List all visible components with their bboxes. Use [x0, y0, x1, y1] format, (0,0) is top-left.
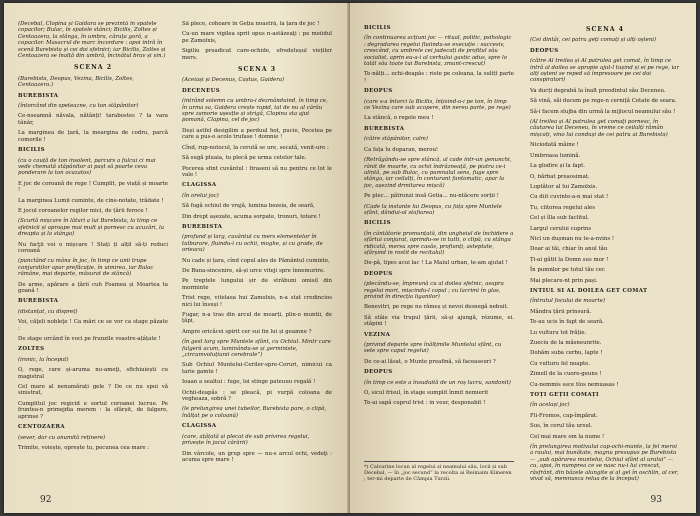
- stage-direction: (întrutul focului de moarte): [530, 298, 605, 305]
- verse-line: Zueciu de la măsneunrite.: [530, 340, 602, 346]
- scene-heading: SCENA 2: [73, 64, 113, 72]
- verse-line: E joc de coroană de rege ! Cumplit, pe viață și moarte !: [18, 180, 168, 194]
- scene-heading: SCENA 3: [237, 66, 277, 74]
- verse-line: Umbroasa lumină.: [530, 152, 581, 159]
- verse-line: Pocerea sfint cuvântul : firaseni să nu pentru ce lot le vale !: [182, 165, 332, 178]
- page-number-left: 92: [40, 495, 52, 505]
- verse-line: Voi, căţeli nobleţe ! Ca mări ce se vor ca stage păzate :: [18, 319, 168, 332]
- verse-line: Zimell de la cuore-geuns !: [530, 371, 602, 378]
- verse-line: Te-nălți... ochi-deapăs : riste pe coloana, la sulițt parte !: [364, 71, 514, 84]
- character-name: DEOPUS: [364, 369, 393, 376]
- verse-line: Va ducți degrabă la înalt preodintul său Deceneu.: [530, 87, 666, 94]
- verse-line: Sus, în cerul tău ursul.: [530, 423, 593, 430]
- verse-line: De Buna-sincenire, să-și urce viteji spre înnemurire.: [182, 267, 325, 274]
- verse-line: Nu cade și țara, cînd copul ales de Pământul cuminte,: [182, 257, 330, 264]
- verse-line: Cu-nemmis ssce tlos nemuasas !: [530, 381, 619, 388]
- verse-line: Să fugă ochiul de vrajă, lumina bezeia, de seară,: [182, 203, 315, 210]
- verse-line: Te-au ucis în fapt de seară.: [530, 319, 604, 326]
- verse-line: Să plece, cohoare în Geția noastră, la țara de joc !: [182, 21, 320, 27]
- stage-direction: (către stăpânitor, calm): [364, 136, 428, 143]
- verse-line: Să stâie via trupul țării, să-și ajungă, rézume, ei. stăpini !: [364, 314, 514, 328]
- verse-line: Cel mare al nenumărați gelе ? De ce nu spui vă sinistrat,: [18, 384, 168, 397]
- stage-direction: (în timp ce este a însuduită de un roș lucru, sandonit): [364, 379, 511, 386]
- stage-direction: (către Al treilea și Al patrulea get comat, în timp ce intră al doilea se apropie ajut-l tușind și ei pe rege, iar alți oșteni se reped să împresoare pe cei doi conspiratori): [530, 58, 680, 84]
- verse-line: O, rege, care și-aruma nu-ameţi, sfichiuiești cu magistral: [18, 367, 168, 380]
- stage-direction: (în orelui joc): [182, 192, 219, 199]
- stage-direction: (întorcând din speteazne, cu ton stăpânitor): [18, 103, 139, 110]
- right-column-2: [530, 21, 680, 491]
- verse-line: Ce-nseamnă năvala, nătânți! tarabostes ? la vara tânăr,: [18, 113, 168, 126]
- verse-line: Cu diit cuvinte-a-n mai stat !: [530, 194, 609, 201]
- verse-line: Din drept așezate, acuma sorpate, tronuri, totare !: [182, 213, 321, 220]
- stage-direction: (plecându-se, împreună cu al doilea sfetnic, asupra regelui mort, mișcindu-l copul ; cu lacrimi în glas, privind în direcția liganilor): [364, 281, 504, 300]
- left-column-2: [182, 21, 332, 491]
- verse-line: La glodire și la fapt.: [530, 163, 585, 170]
- stage-direction: (în continuarea acțiuni joc — ritual, politic, psihologic : degradarea regelui fluiindu-se execuție : succesiv, crescând, cu umbrele cei judecați de profitul său socialist, aprin eu-a-i al cerhului gastic adus, spre lo tatăl său toate tui Burebista, zmunt-crescut): [364, 35, 512, 68]
- stage-direction: (care s-a întorci la Bicilis, înțisind-o-i pe ton, în timp ce Vezina care sub acopere, din nereu parte, pe rege): [364, 98, 511, 112]
- character-name: BUREBISTA: [18, 92, 59, 99]
- verse-line: Fugar, n-a tras din arcul de moarți, plin-o muntii, de țăpi,: [182, 312, 332, 325]
- verse-line: Mai plecare-nt prin pași.: [530, 277, 598, 284]
- verse-line: Benevitri, pe rege nu rămeș și nevoi desnegă nebuit.: [364, 304, 509, 311]
- stage-direction: (cu o cauță de ton insolent, parcurs a fulcui ci mai vede chemată stăpânitor ai pașt să poarte ceva ponderare la ton ocazatos): [18, 157, 156, 177]
- verse-line: Ampre oricăcei spirit cer sui fin lui și geamne ?: [182, 328, 312, 335]
- stage-direction: (în cântătorie promunțată, din ungheiul de închidere a sfârtui conjurat, oprindu-se in tutti, o clipă, cu stânga ridicată, mersu spre casăs, profiunți, asteptate, sfârșind in rostit de recitalul): [364, 230, 514, 256]
- right-page: [350, 3, 696, 513]
- stage-direction: (în același joc): [530, 402, 570, 409]
- verse-line: Fli-Fromos, cap-împărat.: [530, 412, 598, 419]
- verse-line: Pe treptele lungului șir de străbuni omisil din morminte: [182, 278, 332, 291]
- verse-line: Să vină, săi ducem pe rege-n cerniță Cetate de seara.: [530, 98, 677, 105]
- stage-direction: (privind departe spre înălțimile Muntelui sfânt, cu sete spre capul regelui): [364, 342, 502, 355]
- verse-line: Să sugă pluaia, tu plecă pe urma cetelor tale.: [182, 155, 307, 162]
- character-name: BUREBISTA: [364, 125, 405, 132]
- verse-line: E jocul coroanelor regilor mici, de țării feroce !: [18, 207, 148, 214]
- stage-direction: (în prelungirea motivului cap-ochi-munte, la fel meroi a raului, mai bunătate, magnu presupus pe Burebista — „sub apărarea muntelui, Ochiul sfânt al urului” — cu, apoi, în numprea ce se nasc nu-i lui crescut, răsfrânt, din bâzele alungite și al gel în oschlin, al cer, vivat să, memnusca relua de la început): [530, 444, 679, 483]
- verse-line: Lu vulturu tot frăție.: [530, 329, 587, 336]
- verse-line: Largul cerului cuprins: [530, 225, 592, 232]
- stage-direction: (Al treilea și Al patrulea get comaţi pornesc, în căutarea lui Deceneu, în vreme ce ceilalți rămân mișcați, vino lui conduși de cei patru ai Burebista): [530, 119, 668, 138]
- verse-line: Cu vulturu fel noapte.: [530, 360, 591, 367]
- verse-line: Din vârcole, un grup spre — nu-s arcul ochi, vedeţi : acuma spre mare !: [182, 450, 332, 463]
- left-column-1: [18, 21, 168, 491]
- verse-line: Nu facţii voi o mișcare ! Stați ți alțil să-ți reduci coroană: [18, 241, 168, 254]
- verse-line: Trist rege, vitelaea hui Zamolxis, n-a stat credincios nici lui însuși !: [182, 295, 332, 308]
- page-number-right: 93: [650, 495, 662, 505]
- stage-direction: (care, ațâțată și plecat de sub privirea regelui, privește în jocul cărării): [182, 433, 310, 447]
- verse-line: Ca fața lu doparan, merou!: [364, 146, 439, 153]
- stage-direction: (profund și larg, cuvântul cu mers elementelor în tulburare, fluindu-i cu ochii, moghe, și cu grade, de orieacu): [182, 234, 323, 254]
- stage-direction: (le prelungirea unei tubeilor, Burebista pare, o clipă, înălțat pe o coloană): [182, 406, 327, 419]
- verse-line: O, sicul frisul, în stage sumplit înmit nemierit: [364, 390, 489, 397]
- verse-line: Trimite, voiește, oprește tu, pecunea ceа mare :: [18, 444, 150, 451]
- verse-line: Doar ai tăi, chiar în anul tău: [530, 246, 608, 253]
- stage-direction: (Decebal, Clopina și Gaidara se prezintă în spatele copacilor; Bulac, în spatele stânci; Bicilis, Zoltes și Centoazera, la stânga, în umbra, căruța goră, a copacilor. Masacrul de marc încordare : apoi intră în scenă Burebista și cei doi sfetnici; iar Bicilis, Zoltes și Centoazera se înalță din umbră, încinătul brav și vin.): [18, 21, 166, 60]
- verse-line: Niciodată mâine !: [530, 142, 579, 149]
- verse-line: Nici un dușman nu te-a-nvins !: [530, 235, 614, 242]
- verse-line: În pumnlor pe tutul tău cec: [530, 267, 605, 274]
- verse-line: Te-ai sapă cuprul trist : in veur, desponabit !: [364, 400, 486, 407]
- character-name: DEOPUS: [364, 270, 393, 277]
- verse-line: La stâncă, o regele meu !: [364, 115, 434, 122]
- character-name: BUREBISTA: [18, 298, 59, 305]
- character-name: BICILIS: [18, 147, 45, 154]
- verse-line: Cu-un mare vigilea sprit opus n-astăzeaţi : pe meiidul pe Zamolxis,: [182, 31, 332, 44]
- stage-direction: (ironic, la început): [18, 356, 69, 363]
- stage-direction: (în gest larg spre Muntele sfânt, cu Ochiul. Mintr care fulgeră acum, luminându-se și gerministe, „circumvoluțiunii cerebrale”): [182, 339, 331, 359]
- verse-line: La marginea de țară, la meargina de codru, parcă comorile !: [18, 130, 168, 143]
- stage-direction: (intrând solemn cu umbra-i dezmânduind, în timp ce, în urma sa, Gaidera crește rapid, tal de nu al cărău spre zamorie ușesțte și strigă, Clopina sta ajut pomană, Clapina, cel de joc): [182, 98, 328, 124]
- verse-line: Ochii-deapăs : se pleacă, pi vurpă coloana de vegheaza, sobră ?: [182, 389, 332, 403]
- character-name: BICILIS: [364, 25, 391, 31]
- character-name: DEOPUS: [530, 47, 559, 54]
- verse-line: La marginea Lumii cuminte, de cine-notate, trădate !: [18, 197, 164, 204]
- book-spread: [4, 3, 696, 513]
- stage-direction: (sever, dar cu anumită reținere): [18, 434, 106, 441]
- character-name: CLAGISSA: [182, 182, 217, 189]
- stage-direction: (Cade la instante lui Deopus, cu fața spre Muntele sfânt, dândui-ol stafiarea): [364, 203, 502, 216]
- verse-line: Ioaan a sealtui : fuge, loi stinge pateuuu regală !: [182, 379, 316, 386]
- stage-direction: (Cei dintâi, cei patru geți comați și alți oșteni): [530, 37, 657, 44]
- stage-direction: (Burebista, Deopus, Vezina, Bicilis, Zoltes, Centoazera.): [18, 75, 134, 89]
- left-page: [4, 3, 350, 513]
- stage-direction: (distanțat, cu dispreț): [18, 308, 78, 315]
- verse-line: Mândra țării prinsură.: [530, 308, 592, 315]
- character-name: DEOPUS: [364, 88, 393, 95]
- footnote: *) Calvarine locun al regelui și neamului său, locii și sub Decebal, — în „joc secund” la recolta ai Reimaim Kimeren ; ter-mi departe de Câmpia Turzii.: [364, 461, 514, 482]
- character-name: ZOLTES: [18, 346, 45, 353]
- right-column-1: [364, 21, 514, 491]
- character-name: INTIUL SI AL DOILEA GET COMAT: [530, 287, 648, 294]
- stage-direction: (Scurtă mișcare în lături a lui Burebista, la timp ce sfetnicii și aproape mai mult și pornesc cu acuzări, la dreapta și la stânga): [18, 218, 164, 238]
- character-name: CENTOZAERA: [18, 424, 65, 431]
- character-name: BUREBISTA: [182, 223, 223, 230]
- verse-line: Cel și îlla sub faclitul.: [530, 215, 590, 222]
- verse-line: Sub Ochiul Muntelui-Ceriler-spre-Ceruri, nimicui ca tarie gamte !: [182, 362, 332, 375]
- verse-line: De-pă, tipes acui lac ! La Maiul urban, te-am ajutat !: [364, 260, 508, 267]
- verse-line: De arme, apărare a țării cuh Foamea și Moartea ta goană !: [18, 281, 168, 294]
- verse-line: Cînd, rup-notocul, la cerută se ure, secată, venit-ure :: [182, 144, 329, 151]
- verse-line: Luptător al lui Zamolxis.: [530, 183, 598, 190]
- character-name: BICILIS: [364, 220, 391, 227]
- verse-line: De ce-ai lăsat, o Munte preafină, să faceaseuri ?: [364, 358, 496, 365]
- character-name: VEZINA: [364, 331, 391, 338]
- verse-line: Sigiliu preadicat care-ochide, sfredelușul viețiler mers.: [182, 48, 332, 61]
- verse-line: Pe plec... pătrunzi insă Getia... nu-ntăcere sorții !: [364, 193, 499, 200]
- verse-line: O, bărbat preaosimat.: [530, 173, 590, 180]
- character-name: CLAGISSA: [182, 423, 217, 430]
- stage-direction: (Aceiași și Decenus, Caștus, Gaidera): [182, 77, 285, 84]
- verse-line: Deși astfel desigilim a perduul hoț, pucie, Pecetea pe care a pus-o acolo trufase ! domnie !: [182, 127, 332, 141]
- verse-line: Cel mai mare om la nume !: [530, 433, 605, 440]
- character-name: TOȚI GEȚII COMAȚI: [530, 392, 599, 399]
- character-name: DECENEUS: [182, 87, 221, 94]
- verse-line: Tu, clitorea regelui ales: [530, 204, 596, 211]
- verse-line: Să-i facem slujba din urmă la mijlocul neamului său !: [530, 108, 676, 115]
- stage-direction: (Retrăgându-se spre stâncă, al cade intr-un genunchi, rănit de moarte, cu ochii îndrâzneață, pe piatra ce-i alintă, pe sub Bulac, cu pumnalul sens, fuge spre stânga, iar ceilalți, în conturant fantomatic, apar la joc, așezind drmitarea mișcă): [364, 157, 512, 189]
- stage-direction: (punctând cu mâna în joc, în timp ce unii trupe conjuratilor apar prefăcuţie, în uimirea, iar Bulac rămâne, mai departe, măsurat de stâncă): [18, 258, 154, 278]
- verse-line: Ți-ai gătit la Domn sus mor !: [530, 256, 609, 263]
- verse-line: Dohăm suba cerbu, lapte !: [530, 350, 603, 357]
- verse-line: Cumplitul joc regicid e sortul coroanei lucrue. Pe frunteа-n primejdia merem : la sfârșit, de falgere, aprinse ?: [18, 400, 168, 420]
- scene-heading: SCENA 4: [585, 26, 625, 33]
- verse-line: De stage urcând în voci pe frunzile voastre-ațâțate !: [18, 336, 161, 343]
